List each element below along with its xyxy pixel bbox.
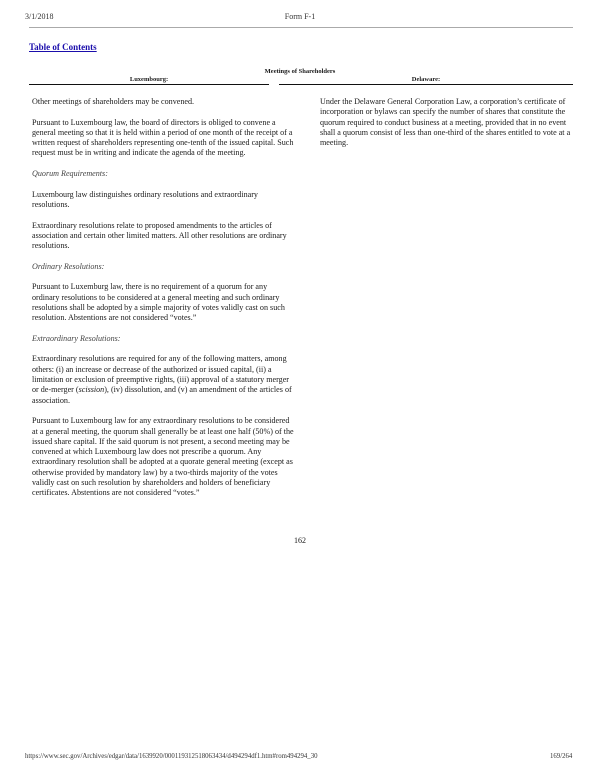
paragraph: Pursuant to Luxembourg law, the board of directors is obliged to convene a general meeting so that it is held within a period of one month of the receipt of a written request of shareholders representing one-tenth of the issued capital. Such request must be in writing and indicate the agenda of the meeting. <box>32 117 294 158</box>
text: Extraordinary resolutions are required for any of the following matters, among others: (i) an increase or decrease of the authorized or issued capital, (ii) a limitation or exclusion of preemptive rights, (iii) approval of a statutory merger or de-merger ( <box>32 354 289 395</box>
emphasis-scission: scission <box>78 385 105 395</box>
subheading-ordinary-resolutions: Ordinary Resolutions: <box>32 261 105 271</box>
text: ), (iv) dissolution, and (v) an amendment of the articles of association. <box>32 385 292 405</box>
paragraph <box>32 354 294 405</box>
footer-page-count: 169/264 <box>550 753 573 760</box>
table-of-contents-link[interactable]: Table of Contents <box>29 42 97 52</box>
luxembourg-column <box>32 97 294 509</box>
page-number: 162 <box>294 536 306 545</box>
page-header-title: Form F-1 <box>284 12 316 21</box>
paragraph: Extraordinary resolutions relate to proposed amendments to the articles of association and certain other limited matters. All other resolutions are ordinary resolutions. <box>32 220 287 251</box>
subheading-quorum-requirements: Quorum Requirements: <box>32 169 108 179</box>
page-header-date: 3/1/2018 <box>25 12 54 21</box>
paragraph: Pursuant to Luxemburg law, there is no requirement of a quorum for any ordinary resolutions to be considered at a general meeting and such ordinary resolutions shall be adopted by a simple majority of votes validly cast on such resolution. Abstentions are not considered “votes.” <box>32 282 285 323</box>
paragraph: Pursuant to Luxembourg law for any extraordinary resolutions to be considered at a general meeting, the quorum shall generally be at least one half (50%) of the issued share capital. If the said quorum is not present, a second meeting may be convened at which Luxembourg law does not prescribe a quorum. Any extraordinary resolution shall be adopted at a quorate general meeting (except as otherwise provided by mandatory law) by a two-thirds majority of the votes validly cast on such resolution by shareholders and holders of beneficiary certificates. Abstentions are not considered “votes.” <box>32 416 294 498</box>
subheading-extraordinary-resolutions: Extraordinary Resolutions: <box>32 333 121 343</box>
section-title: Meetings of Shareholders <box>264 68 336 75</box>
column-heading-delaware: Delaware: <box>279 76 573 85</box>
footer-url: https://www.sec.gov/Archives/edgar/data/1639920/000119312518063434/d494294df1.htm#rom494294_30 <box>25 753 318 760</box>
paragraph: Luxembourg law distinguishes ordinary resolutions and extraordinary resolutions. <box>32 189 258 209</box>
header-divider <box>29 27 573 28</box>
delaware-column <box>320 97 576 159</box>
column-heading-luxembourg: Luxembourg: <box>29 76 269 85</box>
paragraph: Other meetings of shareholders may be convened. <box>32 97 195 106</box>
paragraph: Under the Delaware General Corporation Law, a corporation’s certificate of incorporation or bylaws can specify the number of shares that constitute the quorum required to conduct business at a meeting, provided that in no event shall a quorum consist of less than one-third of the shares entitled to vote at a meeting. <box>320 97 571 148</box>
